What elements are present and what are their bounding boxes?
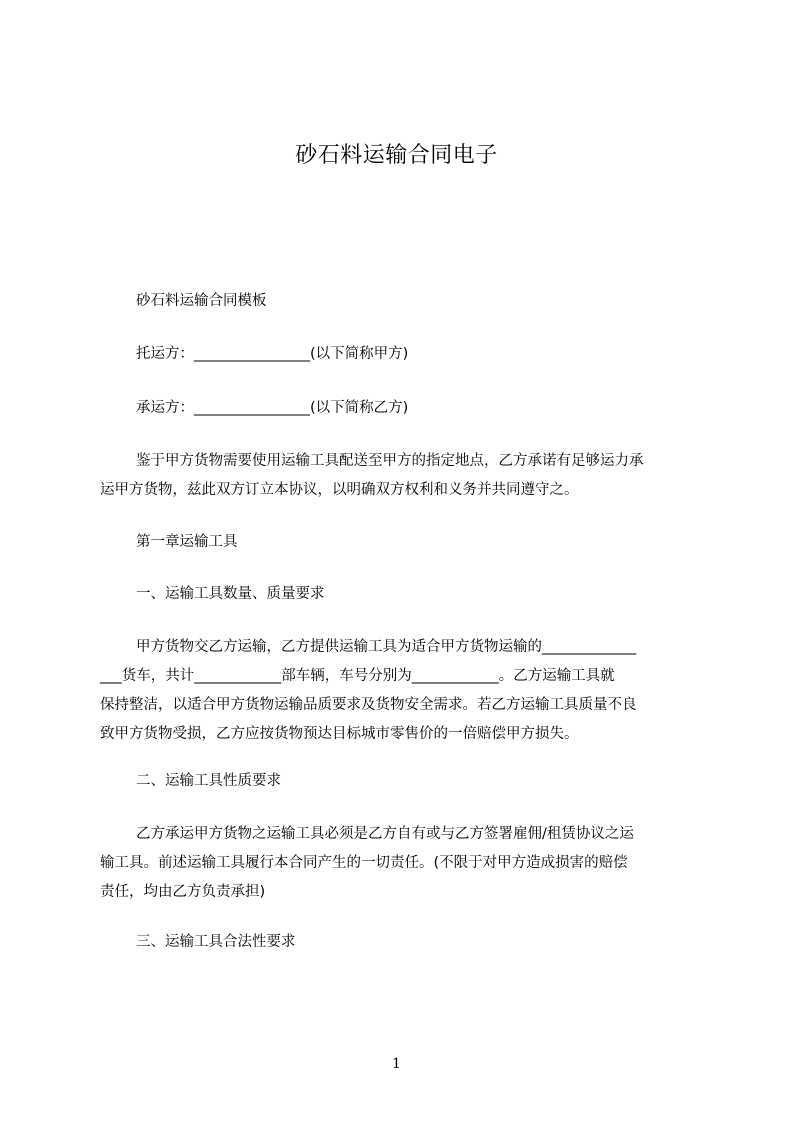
chapter1-heading: 第一章运输工具	[136, 534, 238, 550]
section1-heading: 一、运输工具数量、质量要求	[136, 586, 325, 602]
preamble-paragraph	[100, 447, 700, 505]
preamble-line-1: 鉴于甲方货物需要使用运输工具配送至甲方的指定地点，乙方承诺有足够运力承	[136, 453, 644, 469]
section2-line-3: 责任，均由乙方负责承担)	[100, 884, 266, 900]
template-heading: 砂石料运输合同模板	[136, 293, 267, 309]
section1-line-3: 保持整洁，以适合甲方货物运输品质要求及货物安全需求。若乙方运输工具质量不良	[100, 697, 637, 713]
section3-heading: 三、运输工具合法性要求	[136, 934, 296, 950]
section2-line-2: 输工具。前述运输工具履行本合同产生的一切责任。(不限于对甲方造成损害的赔偿	[100, 855, 628, 871]
preamble-line-2: 运甲方货物，兹此双方订立本协议，以明确双方权利和义务并共同遵守之。	[100, 482, 579, 498]
page-number: 1	[392, 1056, 401, 1072]
section2-heading: 二、运输工具性质要求	[136, 773, 281, 789]
carrier-line: 承运方：________________(以下简称乙方)	[136, 400, 409, 416]
section1-line-4: 致甲方货物受损，乙方应按货物预达目标城市零售价的一倍赔偿甲方损失。	[100, 726, 579, 742]
shipper-line: 托运方：________________(以下简称甲方)	[136, 346, 409, 362]
section1-line-1: 甲方货物交乙方运输，乙方提供运输工具为适合甲方货物运输的_____________	[136, 639, 637, 655]
section2-paragraph	[100, 820, 700, 907]
document-title: 砂石料运输合同电子	[295, 143, 498, 168]
section1-paragraph	[100, 633, 700, 749]
section2-line-1: 乙方承运甲方货物之运输工具必须是乙方自有或与乙方签署雇佣/租赁协议之运	[136, 826, 634, 842]
section1-line-2: ___货车，共计____________部车辆，车号分别为____________。乙方运输工具就	[100, 668, 615, 684]
